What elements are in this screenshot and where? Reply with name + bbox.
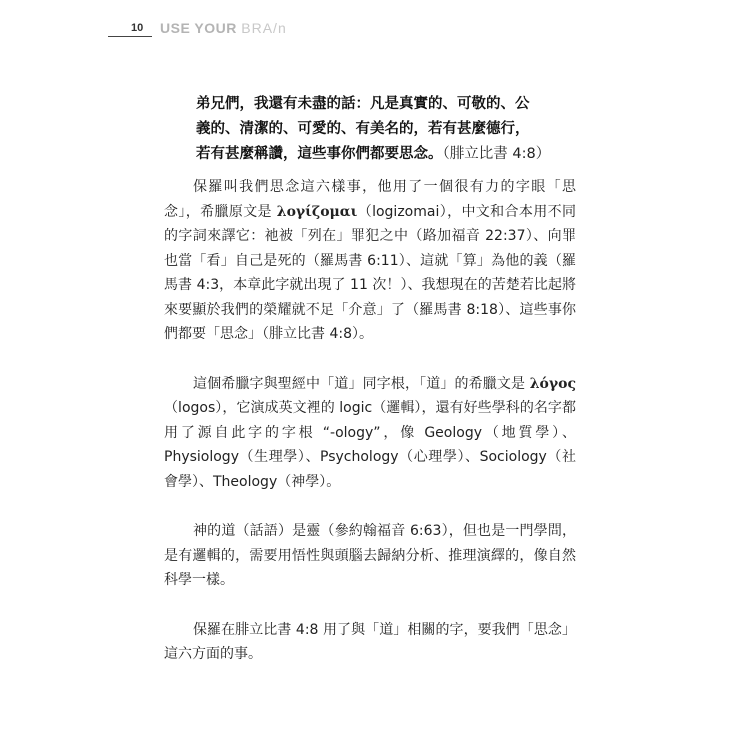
paragraph-3: 神的道（話語）是靈（參約翰福音 6:63），但也是一門學問，是有邏輯的，需要用悟性與頭腦去歸納分析、推理演繹的，像自然科學一樣。 — [164, 523, 576, 588]
paragraph-1 — [164, 175, 576, 347]
quote-line-3 — [196, 142, 576, 167]
paragraph-2-part-a: 這個希臘字與聖經中「道」同字根，「道」的希臘文是 — [193, 375, 530, 392]
paragraph-2-part-b: （logos），它演成英文裡的 logic（邏輯），還有好些學科的名字都用了源自此字的字根 “-ology”，像 Geology（地質學）、Physiology（生理學）、Psychology（心理學）、Sociology（社會學）、Theology（神學）。 — [164, 400, 576, 490]
quote-line-3-text: 若有甚麼稱讚，這些事你們都要思念。 — [196, 146, 443, 162]
greek-word-logos: λόγος — [529, 375, 576, 392]
running-title-main: USE YOUR — [160, 20, 242, 36]
running-title — [160, 20, 287, 36]
quote-line-1: 弟兄們，我還有未盡的話：凡是真實的、可敬的、公 — [196, 96, 530, 112]
paragraph-4: 保羅在腓立比書 4:8 用了與「道」相關的字，要我們「思念」這六方面的事。 — [164, 621, 576, 662]
quote-reference: （腓立比書 4:8） — [442, 146, 551, 162]
page-body — [164, 92, 576, 692]
paragraph-1-part-a: 保羅叫我們思念這六樣事，他用了一個很有力的字眼「思念」，希臘原文是 — [164, 179, 576, 220]
paragraph-2 — [164, 372, 576, 495]
running-title-brain: BRA/n — [241, 20, 287, 36]
paragraph-1-part-b: （logizomai），中文和合本用不同的字詞來譯它：祂被「列在」罪犯之中（路加福音 22:37）、向罪也當「看」自己是死的（羅馬書 6:11）、這就「算」為他的義（羅馬書 4:3，本章此字就出現了 11 次！）、我想現在的苦楚若比起將來要顯於我們的榮耀就不足「介意」了（羅馬書 8:18）、這些事你們都要「思念」（腓立比書 4:8）。 — [164, 203, 576, 342]
header-rule — [108, 36, 152, 37]
scripture-quote — [164, 92, 576, 167]
greek-word-logizomai: λογίζομαι — [276, 203, 358, 220]
quote-line-2: 義的、清潔的、可愛的、有美名的，若有甚麼德行， — [196, 121, 530, 137]
page-number: 10 — [131, 22, 144, 34]
